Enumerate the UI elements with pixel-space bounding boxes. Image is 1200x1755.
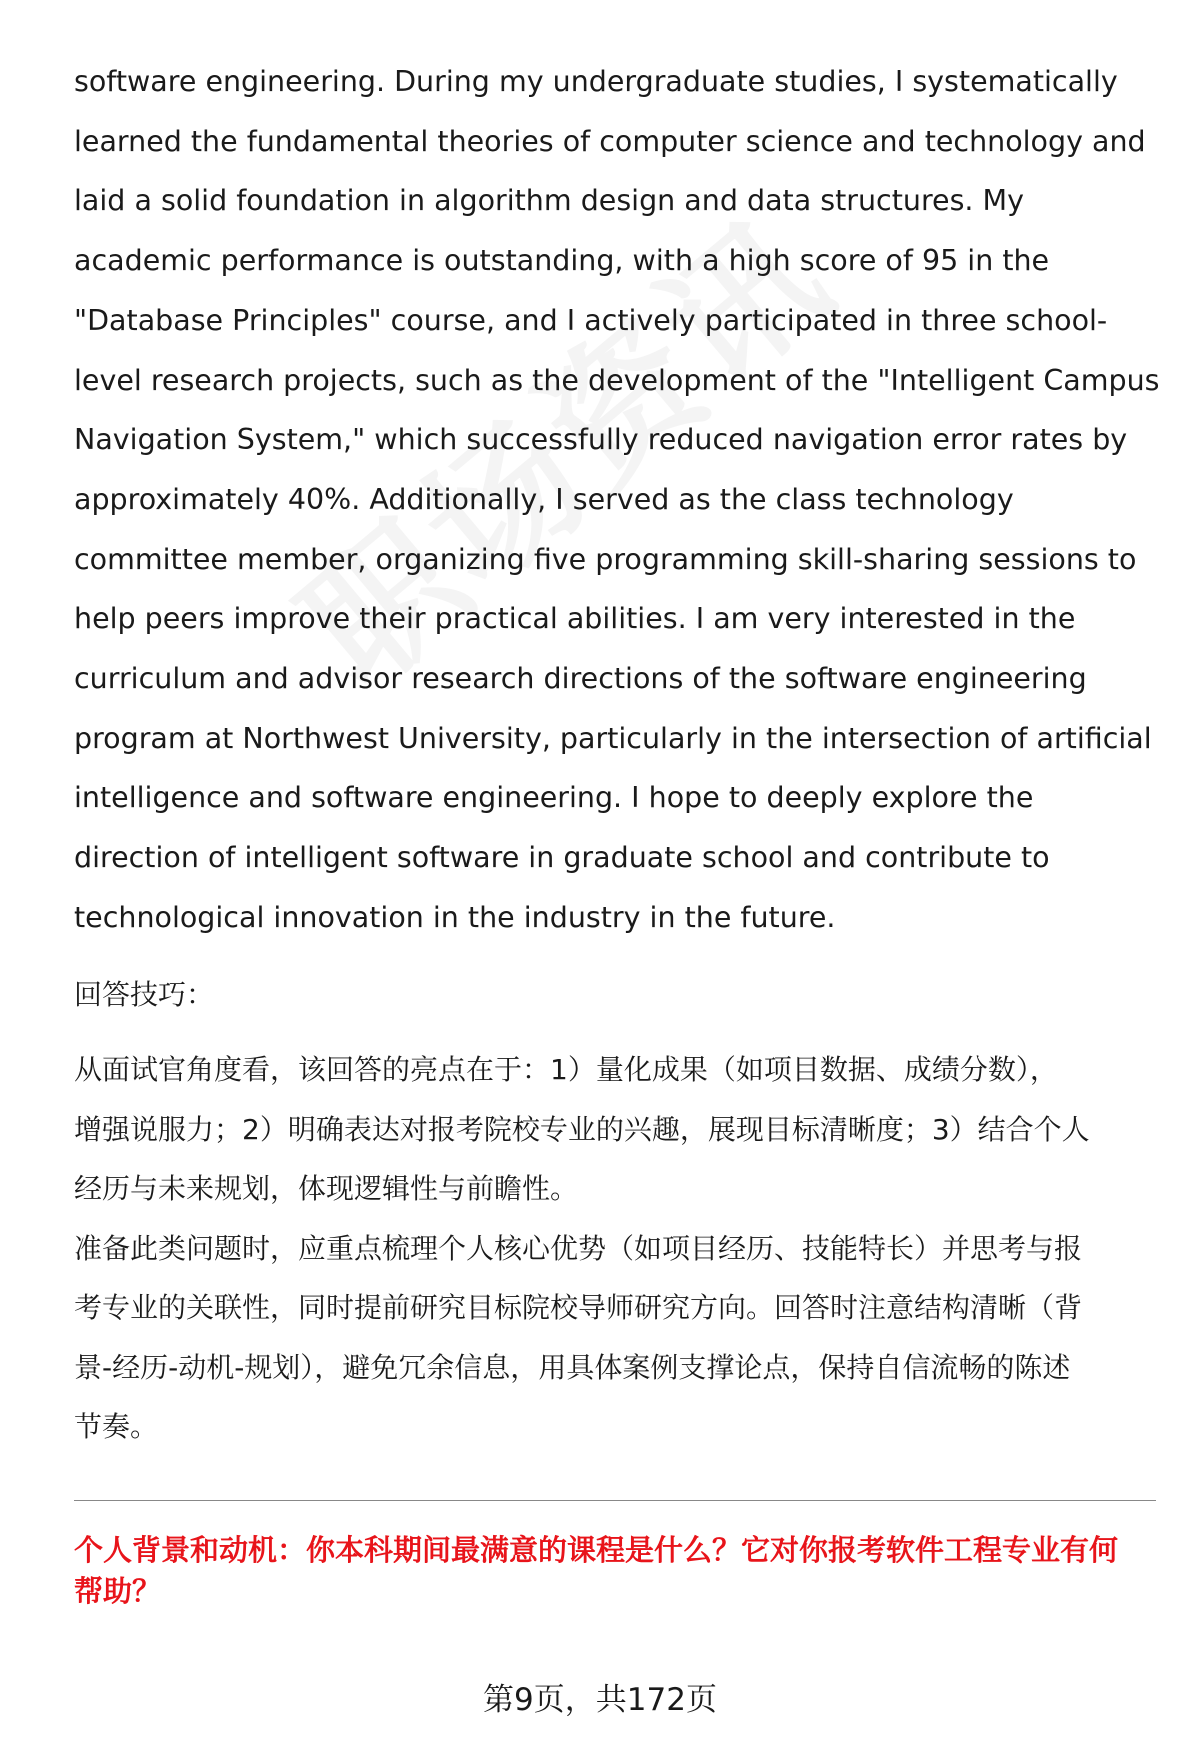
- answer-line: level research projects, such as the development of the "Intelligent Campus: [74, 363, 1160, 397]
- answer-line: software engineering. During my undergraduate studies, I systematically: [74, 65, 1118, 98]
- tips-line: 经历与未来规划，体现逻辑性与前瞻性。: [74, 1172, 579, 1205]
- section-divider: [74, 1500, 1156, 1501]
- answer-line: direction of intelligent software in graduate school and contribute to: [74, 841, 1050, 875]
- answer-line: curriculum and advisor research directions of the software engineering: [74, 662, 1087, 696]
- answer-line: laid a solid foundation in algorithm design and data structures. My: [74, 184, 1024, 218]
- answer-line: intelligence and software engineering. I hope to deeply explore the: [74, 781, 1034, 815]
- tips-line: 增强说服力；2）明确表达对报考院校专业的兴趣，展现目标清晰度；3）结合个人: [74, 1112, 1090, 1146]
- question-heading: [74, 1530, 1164, 1612]
- tips-line: 考专业的关联性，同时提前研究目标院校导师研究方向。回答时注意结构清晰（背: [74, 1291, 1083, 1324]
- page-number: 第9页，共172页: [483, 1682, 717, 1718]
- answer-line: academic performance is outstanding, with a high score of 95 in the: [74, 244, 1050, 278]
- answer-line: learned the fundamental theories of computer science and technology and: [74, 124, 1146, 158]
- tips-line: 节奏。: [74, 1410, 159, 1443]
- tips-line: 从面试官角度看，该回答的亮点在于：1）量化成果（如项目数据、成绩分数），: [74, 1053, 1058, 1086]
- answer-line: help peers improve their practical abilities. I am very interested in the: [74, 602, 1076, 636]
- answer-line: Navigation System," which successfully reduced navigation error rates by: [74, 423, 1128, 457]
- answer-line: committee member, organizing five programming skill-sharing sessions to: [74, 542, 1137, 576]
- answer-line: program at Northwest University, particularly in the intersection of artificial: [74, 721, 1152, 755]
- answer-line: "Database Principles" course, and I actively participated in three school-: [74, 303, 1108, 337]
- question-line: 帮助？: [74, 1574, 162, 1608]
- answer-paragraph: [74, 52, 1160, 948]
- tips-heading: 回答技巧：: [74, 978, 215, 1011]
- question-line: 个人背景和动机：你本科期间最满意的课程是什么？它对你报考软件工程专业有何: [74, 1533, 1119, 1567]
- tips-line: 景-经历-动机-规划），避免冗余信息，用具体案例支撑论点，保持自信流畅的陈述: [74, 1350, 1071, 1384]
- tips-paragraph: [74, 1040, 1164, 1457]
- answer-line: approximately 40%. Additionally, I served as the class technology: [74, 482, 1014, 516]
- tips-line: 准备此类问题时，应重点梳理个人核心优势（如项目经历、技能特长）并思考与报: [74, 1231, 1083, 1265]
- answer-line: technological innovation in the industry in the future.: [74, 900, 836, 934]
